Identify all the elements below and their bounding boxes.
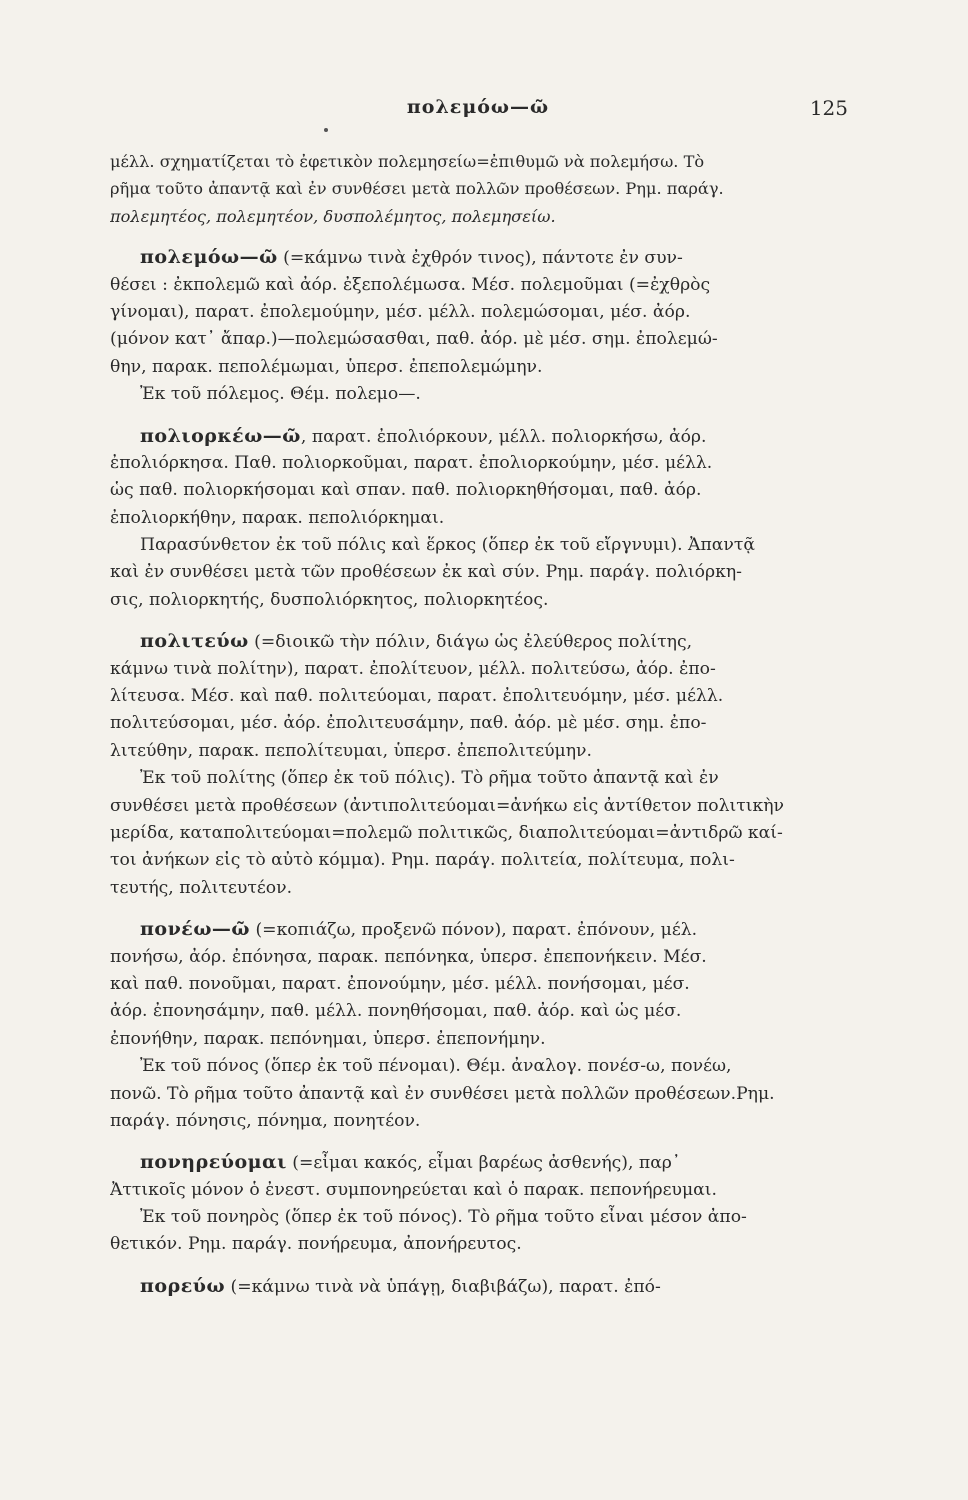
- text-line: Ἀττικοῖς μόνον ὁ ἐνεστ. συμπονηρεύεται καὶ ὁ παρακ. πεπονήρευμαι.: [110, 1179, 717, 1200]
- entry-first-line: [110, 916, 880, 943]
- entry-polemoo: [110, 244, 880, 408]
- entry-first-line: [110, 1149, 880, 1176]
- headword: πολιτεύω: [140, 630, 249, 653]
- text-line: σις, πολιορκητής, δυσπολιόρκητος, πολιορκητέος.: [110, 589, 549, 610]
- text-line: θετικόν. Ρημ. παράγ. πονήρευμα, ἀπονήρευτος.: [110, 1234, 522, 1255]
- etymology-line: Ἐκ τοῦ πόνος (ὅπερ ἐκ τοῦ πένομαι). Θέμ. ἀναλογ. πονέσ-ω, πονέω,: [140, 1056, 732, 1077]
- etymology-line: Ἐκ τοῦ πολίτης (ὅπερ ἐκ τοῦ πόλις). Τὸ ρῆμα τοῦτο ἀπαντᾷ καὶ ἐν: [140, 768, 719, 789]
- text-line: κάμνω τινὰ πολίτην), παρατ. ἐπολίτευον, μέλλ. πολιτεύσω, ἀόρ. ἐπο-: [110, 658, 716, 679]
- headword: πονέω—ῶ: [140, 918, 250, 941]
- text-line: καὶ παθ. πονοῦμαι, παρατ. ἐπονούμην, μέσ. μέλλ. πονήσομαι, μέσ.: [110, 973, 690, 994]
- text-line: λίτευσα. Μέσ. καὶ παθ. πολιτεύομαι, παρατ. ἐπολιτευόμην, μέσ. μέλλ.: [110, 686, 724, 707]
- entry-continuation: [110, 148, 880, 230]
- entry-poneo: [110, 916, 880, 1135]
- entry-politeuo: [110, 628, 880, 902]
- entry-first-line: [110, 423, 880, 450]
- entry-poliorkeo: [110, 423, 880, 615]
- text-line: (=κάμνω τινὰ ἐχθρόν τινος), πάντοτε ἐν συν-: [277, 248, 683, 269]
- text-line: ἐπολιόρκησα. Παθ. πολιορκοῦμαι, παρατ. ἐπολιορκούμην, μέσ. μέλλ.: [110, 452, 713, 473]
- entry-ponereuomai: [110, 1149, 880, 1259]
- text-line: θέσει : ἐκπολεμῶ καὶ ἀόρ. ἐξεπολέμωσα. Μέσ. πολεμοῦμαι (=ἐχθρὸς: [110, 274, 711, 295]
- text-line: (=κάμνω τινὰ νὰ ὑπάγῃ, διαβιβάζω), παρατ. ἐπό-: [225, 1276, 661, 1297]
- text-line: παράγ. πόνησις, πόνημα, πονητέον.: [110, 1110, 421, 1131]
- text-line: πονήσω, ἀόρ. ἐπόνησα, παρακ. πεπόνηκα, ὑπερσ. ἐπεπονήκειν. Μέσ.: [110, 946, 707, 967]
- text-line: τοι ἀνήκων εἰς τὸ αὐτὸ κόμμα). Ρημ. παράγ. πολιτεία, πολίτευμα, πολι-: [110, 850, 735, 871]
- page-header: [108, 96, 848, 128]
- text-line: (=διοικῶ τὴν πόλιν, διάγω ὡς ἐλεύθερος πολίτης,: [248, 632, 693, 653]
- text-line: πολιτεύσομαι, μέσ. ἀόρ. ἐπολιτευσάμην, παθ. ἀόρ. μὲ μέσ. σημ. ἐπο-: [110, 713, 707, 734]
- text-line: (μόνον κατ᾽ ἄπαρ.)—πολεμώσασθαι, παθ. ἀόρ. μὲ μέσ. σημ. ἐπολεμώ-: [110, 329, 718, 350]
- entry-first-line: [110, 628, 880, 655]
- entry-first-line: [110, 244, 880, 271]
- text-line: ὡς παθ. πολιορκήσομαι καὶ σπαν. παθ. πολιορκηθήσομαι, παθ. ἀόρ.: [110, 480, 702, 501]
- etymology-line: Ἐκ τοῦ πόλεμος. Θέμ. πολεμο—.: [140, 384, 421, 405]
- text-line: ἐπολιορκήθην, παρακ. πεπολιόρκημαι.: [110, 507, 445, 528]
- text-line: πολεμητέος, πολεμητέον, δυσπολέμητος, πολεμησείω.: [110, 206, 556, 226]
- text-line: γίνομαι), παρατ. ἐπολεμούμην, μέσ. μέλλ. πολεμώσομαι, μέσ. ἀόρ.: [110, 301, 691, 322]
- running-head: πολεμόω—ῶ: [406, 96, 550, 118]
- text-line: καὶ ἐν συνθέσει μετὰ τῶν προθέσεων ἐκ καὶ σύν. Ρημ. παράγ. πολιόρκη-: [110, 562, 742, 583]
- text-line: τευτής, πολιτευτέον.: [110, 877, 293, 898]
- etymology-line: Ἐκ τοῦ πονηρὸς (ὅπερ ἐκ τοῦ πόνος). Τὸ ρῆμα τοῦτο εἶναι μέσον ἀπο-: [140, 1207, 747, 1228]
- text-line: λιτεύθην, παρακ. πεπολίτευμαι, ὑπερσ. ἐπεπολιτεύμην.: [110, 740, 592, 761]
- entry-first-line: [110, 1273, 880, 1300]
- text-line: πονῶ. Τὸ ρῆμα τοῦτο ἀπαντᾷ καὶ ἐν συνθέσει μετὰ πολλῶν προθέσεων.Ρημ.: [110, 1083, 775, 1104]
- text-line: μερίδα, καταπολιτεύομαι=πολεμῶ πολιτικῶς, διαπολιτεύομαι=ἀντιδρῶ καί-: [110, 822, 783, 843]
- headword: πορεύω: [140, 1274, 226, 1297]
- text-line: θην, παρακ. πεπολέμωμαι, ὑπερσ. ἐπεπολεμώμην.: [110, 356, 543, 377]
- entry-poreuo: [110, 1273, 880, 1300]
- headword: πονηρεύομαι: [140, 1151, 287, 1174]
- headword: πολιορκέω—ῶ: [140, 424, 301, 447]
- text-line: (=εἶμαι κακός, εἶμαι βαρέως ἀσθενής), παρ᾽: [286, 1153, 681, 1174]
- text-line: (=κοπιάζω, προξενῶ πόνον), παρατ. ἐπόνουν, μέλ.: [250, 920, 698, 941]
- text-line: , παρατ. ἐπολιόρκουν, μέλλ. πολιορκήσω, ἀόρ.: [300, 426, 707, 447]
- page-body: [110, 148, 880, 1314]
- headword: πολεμόω—ῶ: [140, 246, 278, 269]
- text-line: ἐπονήθην, παρακ. πεπόνημαι, ὑπερσ. ἐπεπονήμην.: [110, 1028, 546, 1049]
- text-line: ἀόρ. ἐπονησάμην, παθ. μέλλ. πονηθήσομαι, παθ. ἀόρ. καὶ ὡς μέσ.: [110, 1001, 682, 1022]
- text-line: συνθέσει μετὰ προθέσεων (ἀντιπολιτεύομαι=ἀνήκω εἰς ἀντίθετον πολιτικὴν: [110, 795, 784, 816]
- etymology-line: Παρασύνθετον ἐκ τοῦ πόλις καὶ ἕρκος (ὅπερ ἐκ τοῦ εἴργνυμι). Ἀπαντᾷ: [140, 535, 755, 556]
- text-line: ρῆμα τοῦτο ἀπαντᾷ καὶ ἐν συνθέσει μετὰ πολλῶν προθέσεων. Ρημ. παράγ.: [110, 179, 724, 199]
- page-number: 125: [809, 96, 848, 120]
- text-line: μέλλ. σχηματίζεται τὸ ἐφετικὸν πολεμησείω=ἐπιθυμῶ νὰ πολεμήσω. Τὸ: [110, 152, 705, 171]
- ink-speck: [324, 128, 328, 132]
